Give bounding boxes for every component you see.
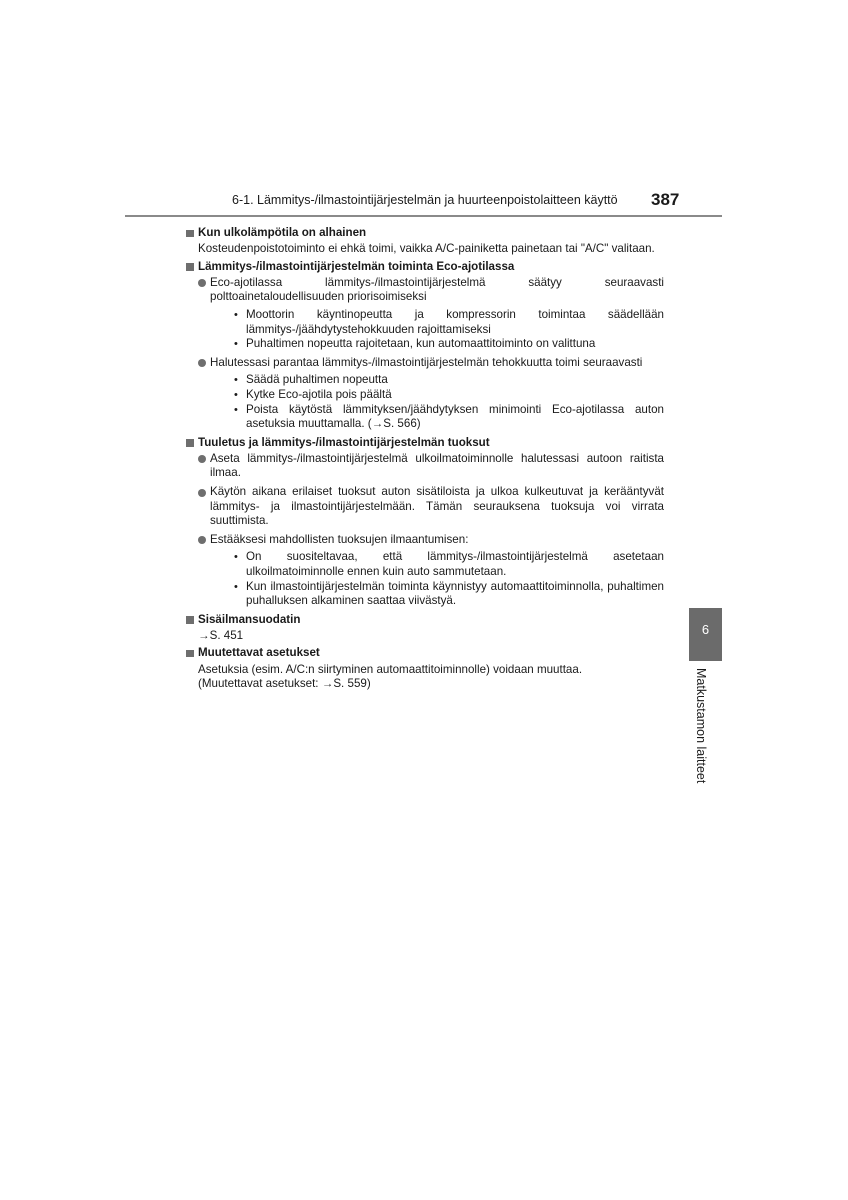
section-paragraph: Asetuksia (esim. A/C:n siirtyminen automaattitoiminnolle) voidaan muuttaa. bbox=[198, 662, 583, 676]
square-bullet-icon bbox=[186, 616, 194, 624]
square-bullet-icon bbox=[186, 650, 194, 658]
dot-marker-icon: • bbox=[234, 580, 238, 593]
running-header-title: 6-1. Lämmitys-/ilmastointijärjestelmän ja huurteenpoistolaitteen käyttö bbox=[232, 193, 618, 207]
section-heading bbox=[186, 646, 664, 661]
list-item bbox=[186, 485, 664, 529]
chapter-side-label: Matkustamon laitteet bbox=[694, 668, 708, 784]
round-bullet-icon bbox=[198, 489, 206, 497]
list-item-text: Eco-ajotilassa lämmitys-/ilmastointijärjestelmä säätyy seuraavasti polttoainetaloudellisuuden priorisoimiseksi bbox=[210, 275, 664, 304]
round-bullet-icon bbox=[198, 536, 206, 544]
sub-list-item bbox=[210, 373, 664, 388]
list-item-text: Estääksesi mahdollisten tuoksujen ilmaantumisen: bbox=[210, 532, 469, 546]
section-heading bbox=[186, 613, 664, 628]
list-item bbox=[186, 356, 664, 432]
sub-list-item-text: Kun ilmastointijärjestelmän toiminta käynnistyy automaattitoiminnolla, puhaltimen puhalluksen alkaminen saattaa viivästyä. bbox=[246, 579, 664, 608]
list-item-text: Käytön aikana erilaiset tuoksut auton sisätiloista ja ulkoa kulkeutuvat ja kerääntyvät lämmitys- ja ilmastointijärjestelmään. Tämän seurauksena tuoksuja voi virrata suuttimista. bbox=[210, 485, 664, 528]
sub-list-item-text: Puhaltimen nopeutta rajoitetaan, kun automaattitoiminto on valittuna bbox=[246, 337, 596, 351]
section-cabin-air-filter bbox=[186, 613, 664, 644]
main-content bbox=[186, 226, 664, 695]
round-bullet-icon bbox=[198, 359, 206, 367]
sub-list-item bbox=[210, 403, 664, 432]
section-heading bbox=[186, 436, 664, 451]
dot-marker-icon: • bbox=[234, 403, 238, 416]
list-item-text: Aseta lämmitys-/ilmastointijärjestelmä ulkoilmatoiminnolle halutessasi autoon raitista ilmaa. bbox=[210, 451, 664, 480]
section-low-outside-temperature bbox=[186, 226, 664, 257]
square-bullet-icon bbox=[186, 263, 194, 271]
list-item bbox=[186, 276, 664, 352]
sub-list-item bbox=[210, 580, 664, 609]
sub-list-item-text: Moottorin käyntinopeutta ja kompressorin toimintaa säädellään lämmitys-/jäähdytystehokkuuden rajoittamiseksi bbox=[246, 307, 664, 336]
page-reference-link[interactable]: (Muutettavat asetukset: →S. 559) bbox=[198, 677, 371, 691]
dot-marker-icon: • bbox=[234, 374, 238, 387]
section-heading bbox=[186, 260, 664, 275]
list-item bbox=[186, 533, 664, 609]
dot-marker-icon: • bbox=[234, 308, 238, 321]
page-reference-link[interactable]: →S. 451 bbox=[198, 628, 244, 642]
section-heading-text: Muutettavat asetukset bbox=[198, 646, 320, 660]
sub-list-item bbox=[210, 308, 664, 337]
section-heading-text: Lämmitys-/ilmastointijärjestelmän toiminta Eco-ajotilassa bbox=[198, 259, 515, 273]
dot-marker-icon: • bbox=[234, 388, 238, 401]
round-bullet-icon bbox=[198, 279, 206, 287]
sub-list-item bbox=[210, 388, 664, 403]
sub-list-item bbox=[210, 337, 664, 352]
square-bullet-icon bbox=[186, 230, 194, 238]
section-heading-text: Tuuletus ja lämmitys-/ilmastointijärjestelmän tuoksut bbox=[198, 435, 490, 449]
list-item-text: Halutessasi parantaa lämmitys-/ilmastointijärjestelmän tehokkuutta toimi seuraavasti bbox=[210, 355, 643, 369]
sub-list-item bbox=[210, 550, 664, 579]
section-customizable-settings bbox=[186, 646, 664, 691]
dot-marker-icon: • bbox=[234, 551, 238, 564]
dot-marker-icon: • bbox=[234, 338, 238, 351]
sub-list-item-text: Säädä puhaltimen nopeutta bbox=[246, 373, 388, 387]
list-item bbox=[186, 452, 664, 481]
section-paragraph: Kosteudenpoistotoiminto ei ehkä toimi, vaikka A/C-painiketta painetaan tai "A/C" valitaan. bbox=[198, 242, 655, 256]
square-bullet-icon bbox=[186, 439, 194, 447]
sub-list-item-text: Poista käytöstä lämmityksen/jäähdytyksen minimointi Eco-ajotilassa auton asetuksia muuttamalla. (→S. 566) bbox=[246, 402, 664, 431]
section-heading bbox=[186, 226, 664, 241]
section-heading-text: Kun ulkolämpötila on alhainen bbox=[198, 226, 367, 239]
section-ventilation-odors bbox=[186, 436, 664, 609]
page-number: 387 bbox=[651, 190, 680, 209]
section-heading-text: Sisäilmansuodatin bbox=[198, 612, 301, 626]
chapter-tab[interactable]: 6 bbox=[689, 608, 722, 661]
sub-list-item-text: On suositeltavaa, että lämmitys-/ilmastointijärjestelmä asetetaan ulkoilmatoiminnolle ennen kuin auto sammutetaan. bbox=[246, 550, 664, 578]
round-bullet-icon bbox=[198, 455, 206, 463]
section-eco-mode bbox=[186, 260, 664, 432]
header-rule bbox=[125, 215, 722, 217]
sub-list-item-text: Kytke Eco-ajotila pois päältä bbox=[246, 387, 392, 401]
